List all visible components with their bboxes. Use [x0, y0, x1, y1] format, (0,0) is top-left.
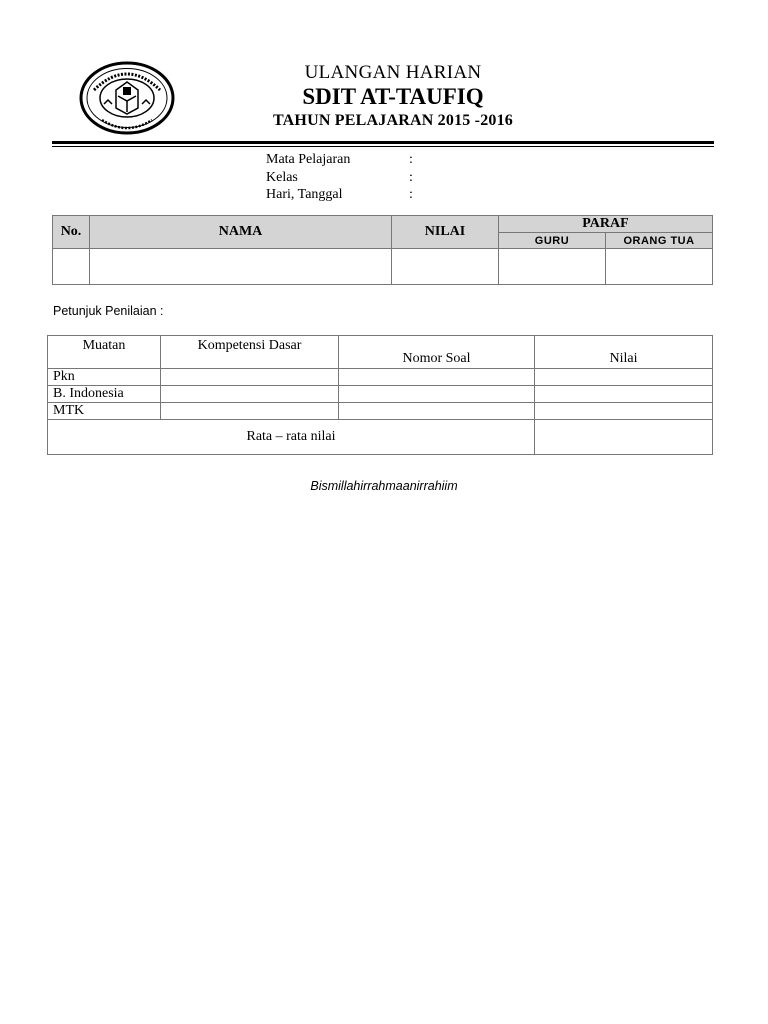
row-label: Pkn: [48, 369, 161, 386]
cell-question-no[interactable]: [339, 369, 535, 386]
school-logo: [78, 60, 176, 136]
header-parent: ORANG TUA: [606, 233, 713, 249]
header-divider: [52, 141, 714, 144]
row-label: B. Indonesia: [48, 386, 161, 403]
header-teacher: GURU: [499, 233, 606, 249]
cell-name[interactable]: [90, 249, 392, 285]
date-colon: :: [409, 187, 413, 202]
average-row: [48, 420, 713, 455]
header-score: Nilai: [535, 336, 713, 369]
school-name: SDIT AT-TAUFIQ: [302, 84, 484, 109]
table-row: [48, 369, 713, 386]
document-title: ULANGAN HARIAN: [304, 62, 482, 83]
cell-average-score[interactable]: [535, 420, 713, 455]
date-label: Hari, Tanggal: [266, 187, 343, 202]
header-no: No.: [53, 216, 90, 249]
cell-score[interactable]: [535, 369, 713, 386]
header-name: NAMA: [90, 216, 392, 249]
class-label: Kelas: [266, 170, 298, 185]
subject-colon: :: [409, 152, 413, 167]
cell-competency[interactable]: [161, 369, 339, 386]
header-signature: PARAF: [499, 216, 713, 233]
table-row: [48, 403, 713, 420]
instructions-label: Petunjuk Penilaian :: [53, 304, 164, 318]
header-question-no: Nomor Soal: [339, 336, 535, 369]
bismillah-text: Bismillahirrahmaanirrahiim: [310, 479, 458, 493]
header-score: NILAI: [392, 216, 499, 249]
header-competency: Kompetensi Dasar: [161, 336, 339, 369]
header-content: Muatan: [48, 336, 161, 369]
cell-score[interactable]: [535, 386, 713, 403]
cell-no[interactable]: [53, 249, 90, 285]
cell-score[interactable]: [535, 403, 713, 420]
header-divider-thin: [52, 146, 714, 147]
cell-score[interactable]: [392, 249, 499, 285]
academic-year: TAHUN PELAJARAN 2015 -2016: [272, 112, 513, 129]
cell-question-no[interactable]: [339, 403, 535, 420]
average-label: Rata – rata nilai: [48, 420, 535, 455]
cell-question-no[interactable]: [339, 386, 535, 403]
scoring-table: [47, 335, 713, 455]
grade-table: [52, 215, 713, 285]
table-row: [53, 249, 713, 285]
cell-teacher-signature[interactable]: [499, 249, 606, 285]
row-label: MTK: [48, 403, 161, 420]
cell-parent-signature[interactable]: [606, 249, 713, 285]
subject-label: Mata Pelajaran: [266, 152, 351, 167]
class-colon: :: [409, 170, 413, 185]
table-row: [48, 386, 713, 403]
cell-competency[interactable]: [161, 386, 339, 403]
cell-competency[interactable]: [161, 403, 339, 420]
